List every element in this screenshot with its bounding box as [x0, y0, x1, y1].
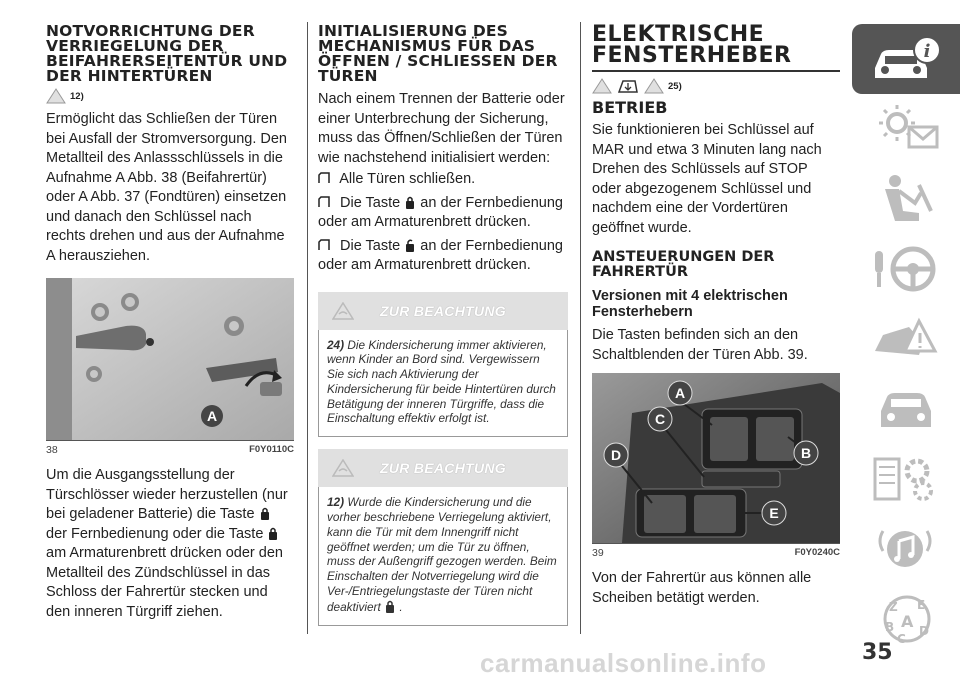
step-bullet-icon — [318, 172, 330, 184]
figure-label-a: A — [206, 408, 218, 424]
figure-label-d — [604, 443, 628, 467]
svg-text:E: E — [917, 598, 926, 612]
index-icon — [869, 591, 943, 647]
step-text: an der Fernbedienung oder am Armaturenbrett drücken. — [318, 237, 563, 273]
svg-text:i: i — [923, 41, 931, 62]
reference-note — [46, 88, 294, 104]
figure-label-b — [794, 441, 818, 465]
step-text: an der Fernbedienung oder am Armaturenbrett drücken. — [318, 194, 563, 230]
warning-title: ZUR BEACHTUNG — [379, 302, 506, 319]
figure-number: 38 — [46, 444, 58, 456]
svg-text:B: B — [800, 445, 812, 461]
section-heading: ELEKTRISCHE FENSTERHEBER — [592, 22, 792, 68]
chapter-tab-starting-driving[interactable] — [852, 234, 960, 304]
page-number: 35 — [862, 640, 893, 665]
chapter-tab-technical-data[interactable] — [852, 444, 960, 514]
text-span: Um die Ausgangsstellung der Türschlösser wieder herzustellen (nur bei geladener Batterie) die Taste — [46, 467, 288, 522]
car-service-icon — [869, 381, 943, 437]
figure-label-a — [668, 381, 692, 405]
section-heading: NOTVORRICHTUNG DER VERRIEGELUNG DER BEIFAHRERSEITENTÜR UND DER HINTERTÜREN — [46, 22, 288, 85]
figure-code: F0Y0240C — [794, 547, 840, 558]
section-heading: INITIALISIERUNG DES MECHANISMUS FÜR DAS ÖFFNEN / SCHLIESSEN DER TÜREN — [318, 22, 558, 85]
text-span: am Armaturenbrett drücken oder den Metallteil des Zündschlüssel in das Schloss der Fahrertür stecken und den inneren Türgriff ziehen. — [46, 545, 283, 620]
warning-number: 24) — [327, 337, 345, 352]
warning-box-body — [318, 487, 568, 625]
chapter-tab-warning-lights[interactable] — [852, 94, 960, 164]
figure-label-c — [648, 407, 672, 431]
paragraph: Die Tasten befinden sich an den Schaltblenden der Türen Abb. 39. — [592, 327, 808, 363]
window-switch-illustration — [592, 373, 840, 543]
warning-triangle-icon — [46, 88, 66, 104]
warning-hand-icon — [332, 302, 354, 320]
subsection-heading: ANSTEUERUNGEN DER FAHRERTÜR — [592, 249, 775, 280]
figure-number: 39 — [592, 547, 604, 559]
figure-caption — [46, 440, 294, 456]
paragraph: Von der Fahrertür aus können alle Scheiben betätigt werden. — [592, 570, 812, 606]
column-separator — [580, 22, 581, 634]
figure-label-e — [762, 501, 786, 525]
lock-icon — [405, 195, 415, 209]
paragraph: Ermöglicht das Schließen der Türen bei Ausfall der Stromversorgung. Den Metallteil des Anlassschlüssels in die Aufnahme A Abb. 38 (Beifahrertür) oder A Abb. 37 (Fondtüren) einsetzen und danach den Schlüssel nach rechts drehen und aus der Aufnahme A herausziehen. — [46, 111, 287, 264]
warning-hand-icon — [332, 459, 354, 477]
heading-rule — [592, 70, 840, 72]
paragraph: Nach einem Trennen der Batterie oder einer Unterbrechung der Sicherung, muss das Öffnen/Schließen der Türen wie nachstehend initialisiert werden: — [318, 91, 565, 166]
warning-text: Wurde die Kindersicherung und die vorher beschriebene Verriegelung aktiviert, kann die Tür mit dem Innengriff nicht geöffnet werden; um die Tür zu öffnen, muss der Außengriff gezogen werden. Beim Einschalten der Notverriegelung wird die Ver-/Entriegelungstaste der Türen nicht deaktiviert — [327, 495, 557, 614]
window-lifter-icon — [616, 78, 640, 94]
chapter-tab-safety[interactable] — [852, 164, 960, 234]
svg-text:A: A — [901, 612, 914, 631]
step-bullet-icon — [318, 239, 330, 251]
step-bullet-icon — [318, 196, 330, 208]
unlock-icon — [405, 238, 415, 252]
column-2 — [318, 24, 568, 626]
warning-lights-icon — [869, 101, 943, 157]
chapter-tab-maintenance[interactable] — [852, 374, 960, 444]
watermark: carmanualsonline.info — [480, 648, 767, 678]
gears-icon — [869, 451, 943, 507]
warning-box-header — [318, 449, 568, 487]
figure-38-image — [46, 278, 294, 440]
reference-note — [592, 78, 840, 94]
warning-number: 12) — [327, 495, 345, 510]
chapter-tab-multimedia[interactable] — [852, 514, 960, 584]
warning-box-body — [318, 330, 568, 438]
warning-text: Die Kindersicherung immer aktivieren, wenn Kinder an Bord sind. Vergewissern Sie sich nach Aktivierung der Kindersicherung für beide Hintertüren durch Betätigung der inneren Türgriffe, dass die Einschaltung effektiv erfolgt ist. — [327, 337, 556, 426]
media-icon — [869, 521, 943, 577]
warning-text-end: . — [399, 599, 403, 614]
step-text: Die Taste — [340, 194, 401, 211]
text-span: der Fernbedienung oder die Taste — [46, 525, 264, 542]
paragraph: Sie funktionieren bei Schlüssel auf MAR und etwa 3 Minuten lang nach Drehen des Schlüssels auf STOP oder abgezogenem Schlüssel und nachdem eine der Vordertüren geöffnet wurde. — [592, 122, 822, 236]
door-lock-illustration — [46, 278, 294, 440]
subsection-heading: BETRIEB — [592, 98, 668, 117]
steering-wheel-icon — [869, 241, 943, 297]
column-separator — [307, 22, 308, 634]
svg-text:E: E — [769, 505, 779, 521]
reference-number: 25) — [668, 80, 682, 92]
paragraph — [46, 466, 294, 622]
chapter-sidebar — [852, 24, 960, 654]
subsection-subheading: Versionen mit 4 elektrischen Fensterhebern — [592, 288, 788, 320]
svg-text:A: A — [674, 385, 686, 401]
svg-text:D: D — [610, 447, 622, 463]
step-text: Die Taste — [340, 237, 401, 254]
warning-triangle-icon — [592, 78, 612, 94]
chapter-tab-knowing-car[interactable] — [852, 24, 960, 94]
lock-icon — [385, 599, 395, 613]
car-info-icon — [869, 34, 943, 84]
step-item — [318, 237, 568, 276]
reference-number: 12) — [70, 90, 84, 102]
svg-text:B: B — [885, 620, 895, 634]
step-item — [318, 170, 568, 190]
column-3 — [592, 24, 840, 608]
seat-airbag-icon — [869, 171, 943, 227]
figure-caption — [592, 543, 840, 559]
svg-text:D: D — [919, 624, 929, 638]
svg-text:C: C — [654, 411, 666, 427]
figure-code: F0Y0110C — [249, 444, 294, 455]
lock-icon — [268, 526, 278, 540]
accident-icon — [869, 311, 943, 367]
lock-icon — [260, 506, 270, 520]
warning-title: ZUR BEACHTUNG — [379, 460, 506, 477]
svg-text:Z: Z — [889, 600, 898, 614]
svg-text:C: C — [897, 632, 906, 646]
chapter-tab-emergency[interactable] — [852, 304, 960, 374]
warning-triangle-icon — [644, 78, 664, 94]
step-text: Alle Türen schließen. — [339, 171, 476, 187]
column-1 — [46, 24, 294, 622]
warning-box-header — [318, 292, 568, 330]
step-item — [318, 194, 568, 233]
figure-39-image — [592, 373, 840, 543]
